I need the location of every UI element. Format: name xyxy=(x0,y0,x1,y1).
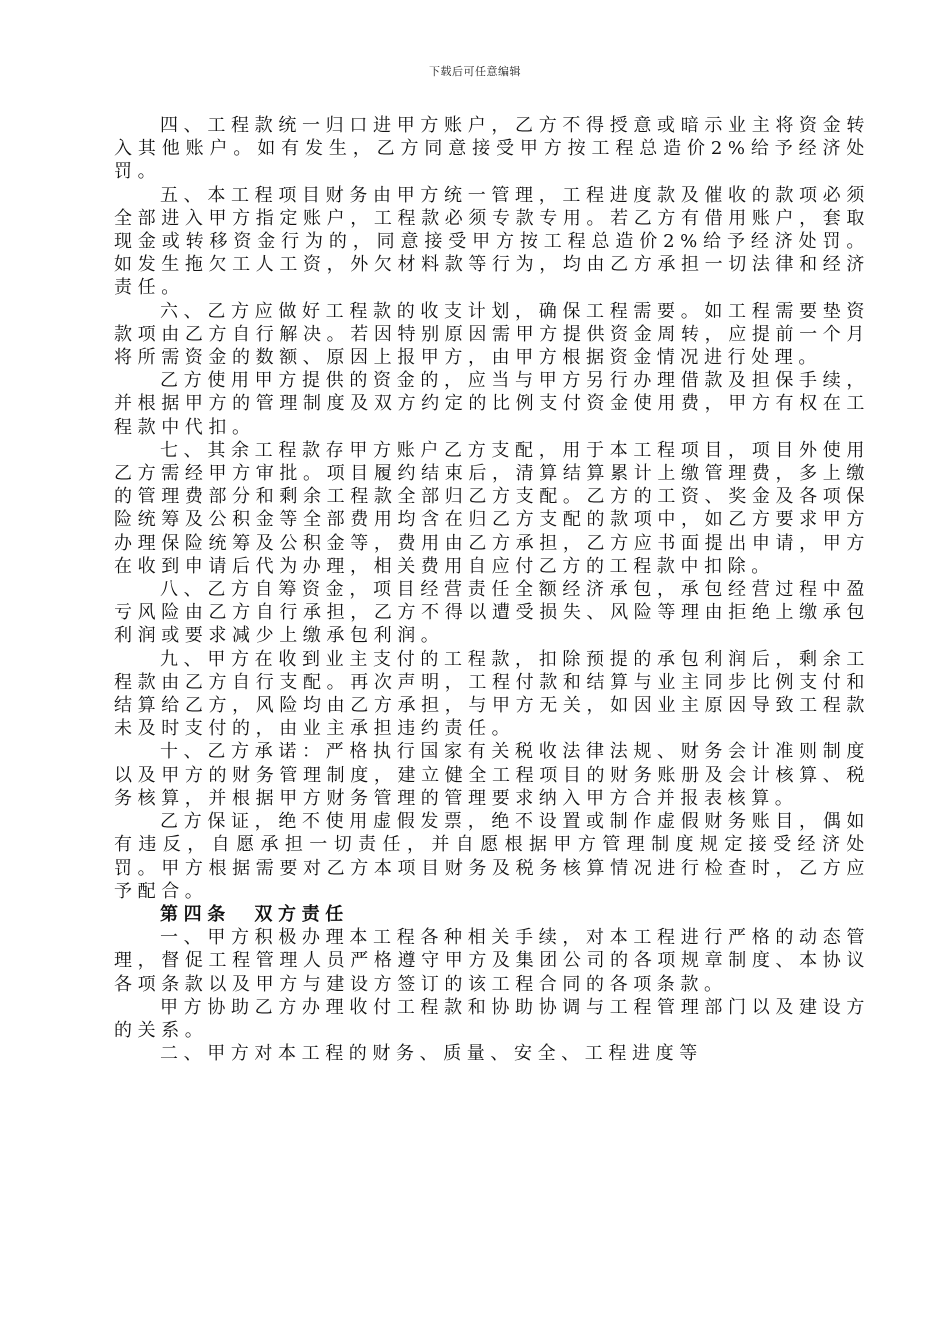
paragraph-clause-5: 五、本工程项目财务由甲方统一管理，工程进度款及催收的款项必须全部进入甲方指定账户，工程款必须专款专用。若乙方有借用账户，套取现金或转移资金行为的，同意接受甲方按工程总造价2%给予经济处罚。如发生拖欠工人工资，外欠材料款等行为，均由乙方承担一切法律和经济责任。 xyxy=(114,184,870,299)
paragraph-clause-10-supplement: 乙方保证，绝不使用虚假发票，绝不设置或制作虚假财务账目，偶如有违反，自愿承担一切责任，并自愿根据甲方管理制度规定接受经济处罚。甲方根据需要对乙方本项目财务及税务核算情况进行检查时，乙方应予配合。 xyxy=(114,811,870,902)
paragraph-duty-1-supplement: 甲方协助乙方办理收付工程款和协助协调与工程管理部门以及建设方的关系。 xyxy=(114,996,870,1041)
paragraph-clause-7: 七、其余工程款存甲方账户乙方支配，用于本工程项目，项目外使用乙方需经甲方审批。项目履约结束后，清算结算累计上缴管理费，多上缴的管理费部分和剩余工程款全部归乙方支配。乙方的工资、奖金及各项保险统筹及公积金等全部费用均含在归乙方支配的款项中，如乙方要求甲方办理保险统筹及公积金等，费用由乙方承担，乙方应书面提出申请，甲方在收到申请后代为办理，相关费用自应付乙方的工程款中扣除。 xyxy=(114,439,870,577)
paragraph-duty-2: 二、甲方对本工程的财务、质量、安全、工程进度等 xyxy=(160,1043,703,1065)
paragraph-clause-6-supplement: 乙方使用甲方提供的资金的，应当与甲方另行办理借款及担保手续，并根据甲方的管理制度及双方约定的比例支付资金使用费，甲方有权在工程款中代扣。 xyxy=(114,370,870,438)
page-header-note: 下载后可任意编辑 xyxy=(429,65,521,78)
document-body xyxy=(114,114,870,1065)
paragraph-clause-9: 九、甲方在收到业主支付的工程款，扣除预提的承包利润后，剩余工程款由乙方自行支配。再次声明，工程付款和结算与业主同步比例支付和结算给乙方，风险均由乙方承担，与甲方无关，如因业主原因导致工程款未及时支付的，由业主承担违约责任。 xyxy=(114,648,870,740)
paragraph-clause-6: 六、乙方应做好工程款的收支计划，确保工程需要。如工程需要垫资款项由乙方自行解决。若因特别原因需甲方提供资金周转，应提前一个月将所需资金的数额、原因上报甲方，由甲方根据资金情况进行处理。 xyxy=(114,300,870,369)
paragraph-clause-4: 四、工程款统一归口进甲方账户，乙方不得授意或暗示业主将资金转入其他账户。如有发生，乙方同意接受甲方按工程总造价2%给予经济处罚。 xyxy=(114,115,870,183)
paragraph-clause-10: 十、乙方承诺：严格执行国家有关税收法律法规、财务会计准则制度以及甲方的财务管理制度，建立健全工程项目的财务账册及会计核算、税务核算，并根据甲方财务管理的管理要求纳入甲方合并报表核算。 xyxy=(114,741,870,809)
paragraph-clause-8: 八、乙方自筹资金，项目经营责任全额经济承包，承包经营过程中盈亏风险由乙方自行承担，乙方不得以遭受损失、风险等理由拒绝上缴承包利润或要求减少上缴承包利润。 xyxy=(114,579,870,647)
paragraph-duty-1: 一、甲方积极办理本工程各种相关手续，对本工程进行严格的动态管理，督促工程管理人员严格遵守甲方及集团公司的各项规章制度、本协议各项条款以及甲方与建设方签订的该工程合同的各项条款。 xyxy=(114,927,870,995)
section-heading-article-4: 第四条 双方责任 xyxy=(160,903,349,925)
